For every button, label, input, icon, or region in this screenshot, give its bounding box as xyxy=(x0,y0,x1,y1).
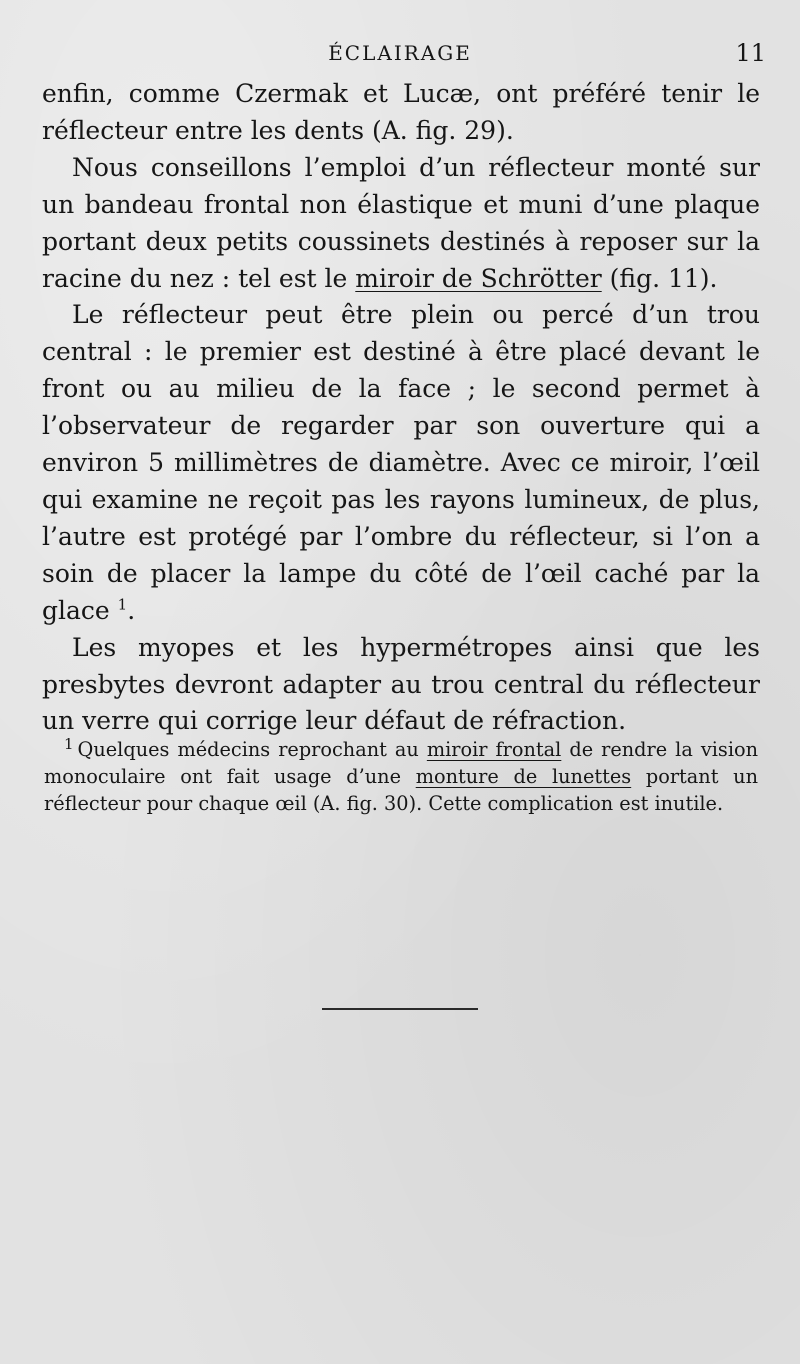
footnote-underlined-2: monture de lunettes xyxy=(415,765,632,788)
footnote-number: 1 xyxy=(64,734,74,753)
paragraph-3 xyxy=(42,297,760,629)
paragraph-2-text-b: (fig. 11). xyxy=(601,263,718,293)
page-number: 11 xyxy=(735,39,766,67)
running-head xyxy=(0,38,800,68)
paragraph-1-text: enfin, comme Czermak et Lucæ, ont préféré tenir le réflecteur entre les dents (A. fig. 29). xyxy=(42,79,760,145)
schrotter-mirror-underlined: miroir de Schrötter xyxy=(355,263,602,293)
footnote-underlined-1: miroir frontal xyxy=(426,738,562,761)
paragraph-1 xyxy=(42,76,760,150)
paragraph-3-end: . xyxy=(127,595,136,625)
paragraph-2 xyxy=(42,150,760,298)
body-text xyxy=(42,76,760,740)
footnote-text-a: Quelques médecins reprochant au xyxy=(77,738,427,761)
paragraph-3-text: Le réflecteur peut être plein ou percé d’un trou central : le premier est destiné à être placé devant le front ou au milieu de la face ; le second permet à l’observateur de regarder par son ouverture qui a environ 5 millimètres de diamètre. Avec ce miroir, l’œil qui examine ne reçoit pas les rayons lumineux, de plus, l’autre est protégé par l’ombre du réflecteur, si l’on a soin de placer la lampe du côté de l’œil caché par la glace xyxy=(42,300,760,625)
running-title: ÉCLAIRAGE xyxy=(328,41,472,65)
footnote xyxy=(44,736,758,817)
footnote-text-b: de rendre la vision monoculaire ont fait usage d’une xyxy=(44,738,759,788)
paragraph-4 xyxy=(42,630,760,741)
end-rule-divider xyxy=(322,1008,478,1010)
footnote-text-c: portant un réflecteur pour chaque œil (A. fig. 30). Cette complication est inutile. xyxy=(44,765,759,815)
paragraph-2-text-a: Nous conseillons l’emploi d’un réflecteur monté sur un bandeau frontal non élastique et muni d’une plaque portant deux petits coussinets destinés à reposer sur la racine du nez : tel est le xyxy=(42,152,760,293)
paragraph-4-text: Les myopes et les hypermétropes ainsi que les presbytes devront adapter au trou central du réflecteur un verre qui corrige leur défaut de réfraction. xyxy=(42,632,760,736)
footnote-reference: 1 xyxy=(117,595,128,614)
